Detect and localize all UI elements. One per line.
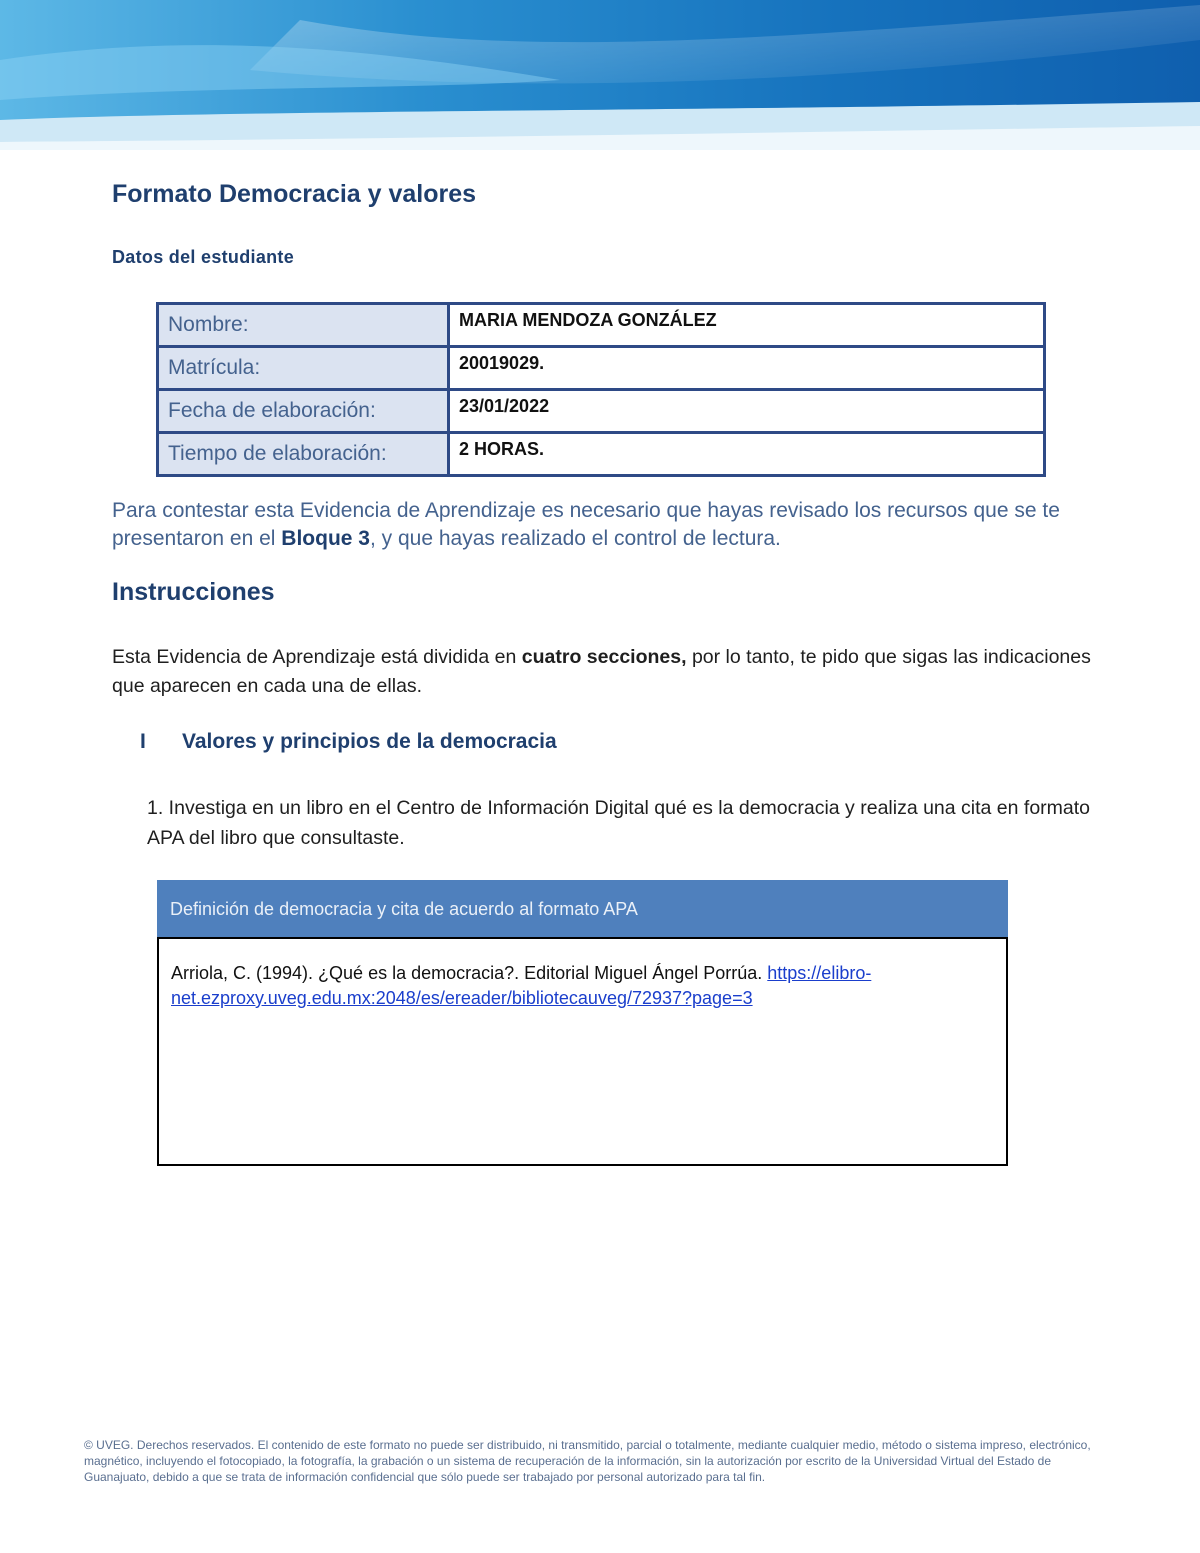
enrollment-label: Matrícula: <box>158 347 449 390</box>
section-heading <box>140 730 557 754</box>
answer-box-header: Definición de democracia y cita de acuerdo al formato APA <box>157 880 1008 938</box>
name-value[interactable]: MARIA MENDOZA GONZÁLEZ <box>449 304 1045 347</box>
table-row <box>158 304 1045 347</box>
intro-text: Para contestar esta Evidencia de Aprendizaje es necesario que hayas revisado los recursos que se te presentaron en el <box>112 499 1060 550</box>
citation-link[interactable]: https://elibro-net.ezproxy.uveg.edu.mx:2048/es/ereader/bibliotecauveg/72937?page=3 <box>171 963 872 1008</box>
instructions-paragraph <box>112 643 1102 701</box>
student-data-table <box>156 302 1046 477</box>
instructions-text: Esta Evidencia de Aprendizaje está dividida en <box>112 646 522 668</box>
name-label: Nombre: <box>158 304 449 347</box>
section-number: I <box>140 730 146 753</box>
table-row <box>158 433 1045 476</box>
document-title: Formato Democracia y valores <box>112 180 477 208</box>
student-data-heading: Datos del estudiante <box>112 247 295 267</box>
citation <box>171 961 991 1011</box>
time-value[interactable]: 2 HORAS. <box>449 433 1045 476</box>
question-text: 1. Investiga en un libro en el Centro de Información Digital qué es la democracia y realiza una cita en formato APA del libro que consultaste. <box>147 797 1091 849</box>
header-banner <box>0 0 1200 150</box>
enrollment-value[interactable]: 20019029. <box>449 347 1045 390</box>
block-reference: Bloque 3 <box>281 527 370 550</box>
copyright-footer: © UVEG. Derechos reservados. El contenido de este formato no puede ser distribuido, ni transmitido, parcial o totalmente, mediante cualquier medio, método o sistema impreso, electrónico, magnético, incluyendo el fotocopiado, la fotografía, la grabación o un sistema de recuperación de la información, sin la autorización por escrito de la Universidad Virtual del Estado de Guanajuato, debido a que se trata de información confidencial que sólo puede ser trabajado por personal autorizado para tal fin. <box>84 1438 1091 1484</box>
instructions-heading: Instrucciones <box>112 578 275 606</box>
table-row <box>158 390 1045 433</box>
table-row <box>158 347 1045 390</box>
section-title: Valores y principios de la democracia <box>182 730 557 753</box>
sections-emphasis: cuatro secciones, <box>521 646 687 668</box>
intro-text-end: , y que hayas realizado el control de lectura. <box>369 527 781 550</box>
citation-text: Arriola, C. (1994). ¿Qué es la democracia?. Editorial Miguel Ángel Porrúa. <box>171 963 768 983</box>
date-label: Fecha de elaboración: <box>158 390 449 433</box>
time-label: Tiempo de elaboración: <box>158 433 449 476</box>
date-value[interactable]: 23/01/2022 <box>449 390 1045 433</box>
instructions-text-end: por lo tanto, te pido que sigas las indicaciones que aparecen en cada una de ellas. <box>112 646 1091 697</box>
answer-box-body[interactable] <box>157 937 1008 1166</box>
intro-paragraph <box>112 497 1102 553</box>
answer-box <box>157 880 1008 1166</box>
